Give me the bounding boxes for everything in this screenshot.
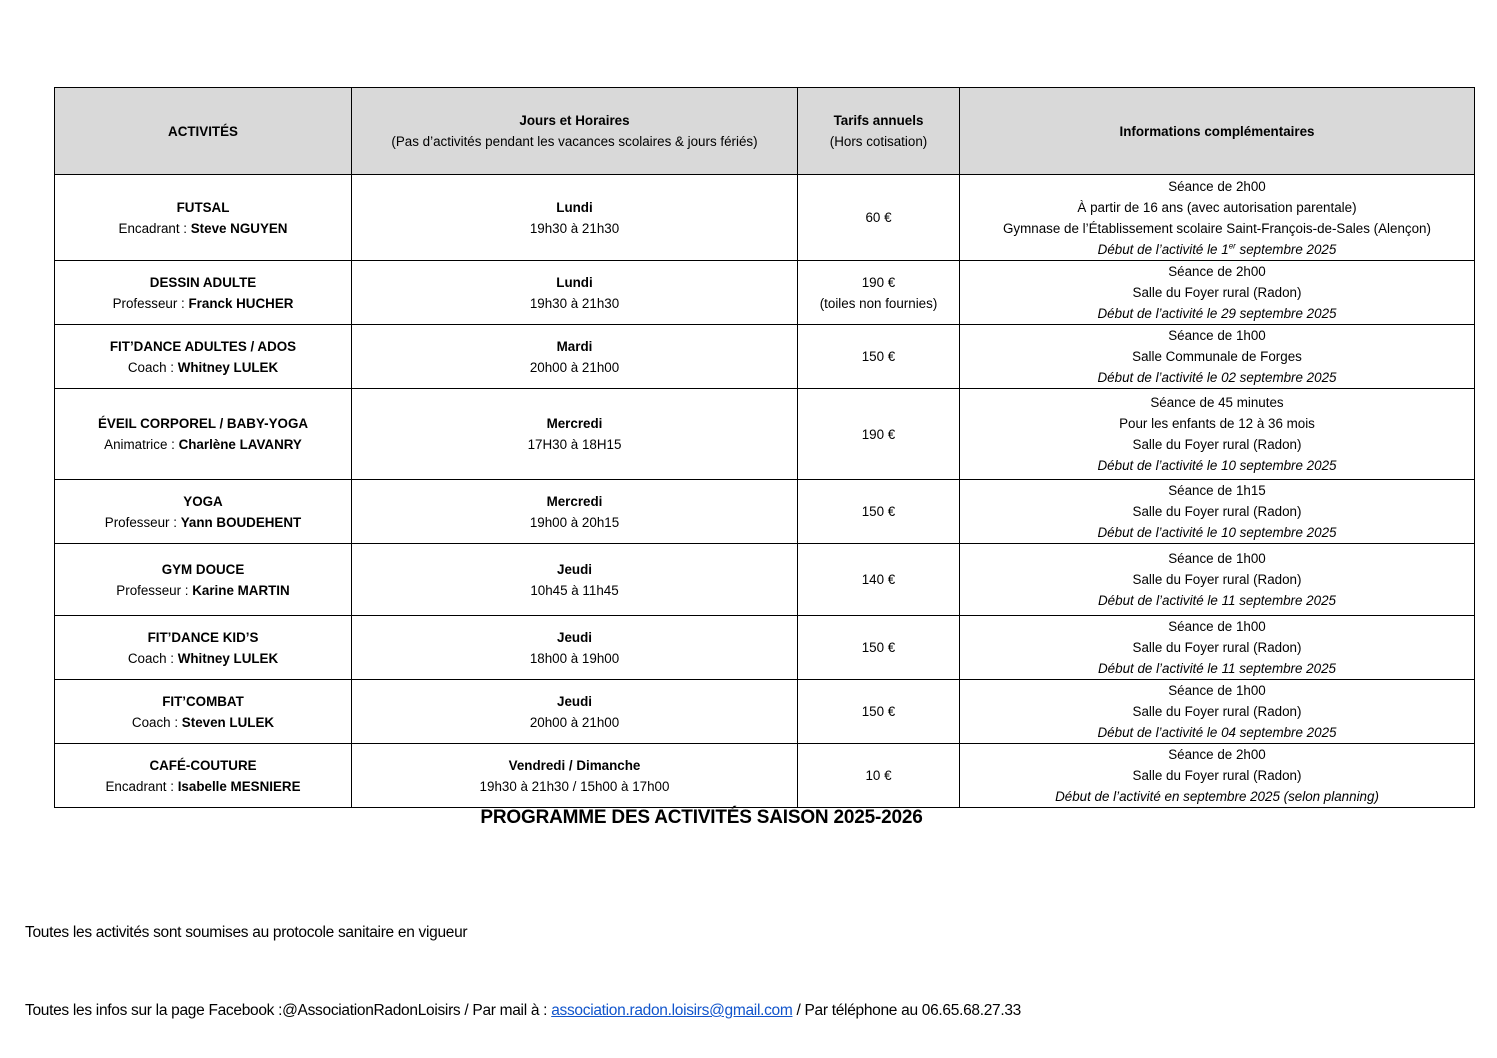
info-line: Séance de 1h00: [1168, 328, 1266, 343]
activity-name: FIT’DANCE ADULTES / ADOS: [109, 338, 297, 354]
table-row: [55, 744, 1475, 808]
price-cell: [798, 175, 960, 261]
info-cell: [960, 389, 1475, 480]
info-line: Salle du Foyer rural (Radon): [1132, 640, 1302, 655]
schedule-cell: [352, 175, 798, 261]
info-line: Séance de 2h00: [1168, 178, 1266, 194]
price-cell: [798, 680, 960, 744]
price-cell: [798, 325, 960, 389]
schedule-time: 20h00 à 21h00: [529, 714, 620, 730]
header-tarifs-subtitle: (Hors cotisation): [829, 134, 928, 149]
activity-instructor: [59, 512, 347, 533]
table-row: [55, 616, 1475, 680]
schedule-cell: [352, 616, 798, 680]
activity-cell: [55, 744, 352, 808]
header-jours-title: Jours et Horaires: [519, 113, 630, 128]
activity-cell: [55, 480, 352, 544]
contact-prefix: Toutes les infos sur la page Facebook :@AssociationRadonLoisirs / Par mail à :: [25, 1002, 552, 1019]
instructor-name: Steve NGUYEN: [190, 220, 288, 236]
activities-table: [54, 87, 1475, 808]
instructor-role: Professeur :: [116, 582, 193, 598]
header-tarifs: [798, 88, 960, 175]
info-cell: [960, 680, 1475, 744]
instructor-name: Isabelle MESNIERE: [177, 778, 301, 794]
instructor-role: Professeur :: [112, 295, 189, 311]
instructor-role: Coach :: [131, 714, 182, 730]
header-jours-subtitle: (Pas d’activités pendant les vacances scolaires & jours fériés): [391, 134, 758, 149]
page-title: PROGRAMME DES ACTIVITÉS SAISON 2025-2026: [480, 807, 923, 828]
table-row: [55, 175, 1475, 261]
info-cell: [960, 175, 1475, 261]
info-line: À partir de 16 ans (avec autorisation parentale): [1077, 199, 1357, 215]
instructor-name: Yann BOUDEHENT: [180, 514, 302, 530]
info-line: Séance de 2h00: [1168, 747, 1266, 762]
activity-name: YOGA: [183, 493, 223, 509]
schedule-cell: [352, 325, 798, 389]
schedule-time: 17H30 à 18H15: [527, 437, 622, 452]
instructor-role: Coach :: [127, 359, 178, 375]
info-line: Salle du Foyer rural (Radon): [1132, 768, 1302, 783]
info-line: Salle du Foyer rural (Radon): [1132, 572, 1302, 587]
schedule-cell: [352, 389, 798, 480]
schedule-day: Vendredi / Dimanche: [508, 757, 641, 773]
instructor-name: Charlène LAVANRY: [178, 437, 302, 452]
header-jours: [352, 88, 798, 175]
instructor-name: Steven LULEK: [181, 714, 275, 730]
instructor-name: Karine MARTIN: [192, 582, 290, 598]
price-value: 150 €: [861, 640, 896, 655]
activity-name: FIT’DANCE KID’S: [147, 629, 259, 645]
schedule-cell: [352, 680, 798, 744]
activity-name: DESSIN ADULTE: [149, 274, 257, 290]
activity-cell: [55, 389, 352, 480]
price-value: 150 €: [861, 349, 896, 364]
instructor-name: Whitney LULEK: [177, 650, 279, 666]
price-value: 150 €: [861, 504, 896, 519]
schedule-time: 19h30 à 21h30: [529, 295, 620, 311]
price-cell: [798, 616, 960, 680]
activity-cell: [55, 544, 352, 616]
info-line: Séance de 1h00: [1168, 683, 1266, 698]
start-date: Début de l’activité le 11 septembre 2025: [1098, 661, 1336, 676]
price-cell: [798, 389, 960, 480]
schedule-time: 19h00 à 20h15: [529, 514, 620, 530]
schedule-time: 19h30 à 21h30 / 15h00 à 17h00: [479, 778, 670, 794]
email-link[interactable]: association.radon.loisirs@gmail.com: [551, 1002, 793, 1019]
info-line: Gymnase de l’Établissement scolaire Saint-François-de-Sales (Alençon): [1003, 220, 1431, 236]
instructor-name: Whitney LULEK: [177, 359, 279, 375]
schedule-time: 18h00 à 19h00: [529, 650, 620, 666]
schedule-day: Mardi: [556, 338, 593, 354]
start-date: Début de l’activité le 1er septembre 2025: [1097, 241, 1337, 257]
schedule-day: Jeudi: [557, 693, 592, 709]
start-date: Début de l’activité en septembre 2025 (selon planning): [1055, 789, 1379, 804]
info-line: Salle du Foyer rural (Radon): [1132, 285, 1302, 300]
start-date: Début de l’activité le 04 septembre 2025: [1097, 725, 1337, 740]
info-line: Pour les enfants de 12 à 36 mois: [1119, 416, 1315, 431]
info-cell: [960, 480, 1475, 544]
info-cell: [960, 616, 1475, 680]
activity-name: CAFÉ-COUTURE: [149, 757, 257, 773]
activity-instructor: [59, 434, 347, 455]
contact-suffix: / Par téléphone au 06.65.68.27.33: [792, 1002, 1022, 1019]
activity-cell: [55, 680, 352, 744]
instructor-role: Encadrant :: [118, 220, 191, 236]
activity-name: GYM DOUCE: [161, 561, 245, 577]
instructor-role: Professeur :: [104, 514, 181, 530]
schedule-cell: [352, 480, 798, 544]
contact-note: [25, 1002, 1021, 1020]
table-row: [55, 680, 1475, 744]
schedule-time: 10h45 à 11h45: [530, 582, 619, 598]
activity-instructor: [59, 712, 347, 733]
start-date: Début de l’activité le 29 septembre 2025: [1097, 306, 1337, 321]
header-infos: [960, 88, 1475, 175]
table-row: [55, 480, 1475, 544]
activity-cell: [55, 325, 352, 389]
info-line: Séance de 2h00: [1168, 264, 1266, 279]
activity-instructor: [59, 293, 347, 314]
price-cell: [798, 480, 960, 544]
activity-name: FIT’COMBAT: [162, 693, 244, 709]
table-row: [55, 389, 1475, 480]
price-value: 60 €: [865, 210, 892, 225]
activity-instructor: [59, 218, 347, 239]
instructor-role: Encadrant :: [105, 778, 178, 794]
schedule-day: Mercredi: [546, 493, 603, 509]
activity-cell: [55, 616, 352, 680]
price-value: 10 €: [865, 768, 892, 783]
info-line: Séance de 1h00: [1168, 619, 1266, 634]
activity-cell: [55, 175, 352, 261]
schedule-day: Mercredi: [546, 416, 603, 431]
table-row: [55, 544, 1475, 616]
price-value: 190 €: [861, 426, 896, 442]
schedule-time: 19h30 à 21h30: [529, 220, 620, 236]
schedule-day: Jeudi: [557, 561, 592, 577]
schedule-cell: [352, 261, 798, 325]
price-value: 150 €: [861, 704, 896, 719]
start-date: Début de l’activité le 10 septembre 2025: [1097, 525, 1337, 540]
info-cell: [960, 744, 1475, 808]
activity-cell: [55, 261, 352, 325]
header-infos-label: Informations complémentaires: [1119, 123, 1315, 139]
activity-instructor: [59, 648, 347, 669]
activity-instructor: [59, 776, 347, 797]
start-date: Début de l’activité le 02 septembre 2025: [1097, 370, 1337, 385]
info-line: Séance de 1h00: [1168, 551, 1266, 566]
schedule-time: 20h00 à 21h00: [529, 359, 620, 375]
table-body: [55, 175, 1475, 808]
sanitary-note: Toutes les activités sont soumises au protocole sanitaire en vigueur: [25, 924, 468, 941]
instructor-name: Franck HUCHER: [188, 295, 294, 311]
start-date: Début de l’activité le 11 septembre 2025: [1098, 593, 1336, 608]
table-row: [55, 325, 1475, 389]
header-tarifs-title: Tarifs annuels: [833, 113, 924, 128]
instructor-role: Coach :: [127, 650, 178, 666]
info-line: Séance de 45 minutes: [1150, 395, 1284, 410]
schedule-cell: [352, 744, 798, 808]
info-cell: [960, 544, 1475, 616]
price-cell: [798, 261, 960, 325]
price-cell: [798, 744, 960, 808]
info-line: Salle du Foyer rural (Radon): [1132, 704, 1302, 719]
instructor-role: Animatrice :: [104, 437, 179, 452]
activity-instructor: [59, 357, 347, 378]
activity-name: ÉVEIL CORPOREL / BABY-YOGA: [97, 416, 309, 431]
table-row: [55, 261, 1475, 325]
table-header-row: [55, 88, 1475, 175]
price-value: 190 €: [861, 274, 896, 290]
info-line: Salle Communale de Forges: [1132, 349, 1302, 364]
schedule-day: Lundi: [556, 274, 593, 290]
schedule-day: Jeudi: [557, 629, 592, 645]
info-line: Séance de 1h15: [1168, 483, 1266, 498]
info-line: Salle du Foyer rural (Radon): [1132, 437, 1302, 452]
schedule-cell: [352, 544, 798, 616]
price-cell: [798, 544, 960, 616]
schedule-day: Lundi: [556, 199, 593, 215]
header-activites: [55, 88, 352, 175]
header-activites-label: ACTIVITÉS: [168, 123, 238, 139]
info-cell: [960, 325, 1475, 389]
activity-name: FUTSAL: [176, 199, 230, 215]
info-cell: [960, 261, 1475, 325]
info-line: Salle du Foyer rural (Radon): [1132, 504, 1302, 519]
price-value: 140 €: [861, 572, 896, 587]
start-date: Début de l’activité le 10 septembre 2025: [1097, 458, 1337, 473]
price-note: (toiles non fournies): [819, 295, 938, 311]
activity-instructor: [59, 580, 347, 601]
